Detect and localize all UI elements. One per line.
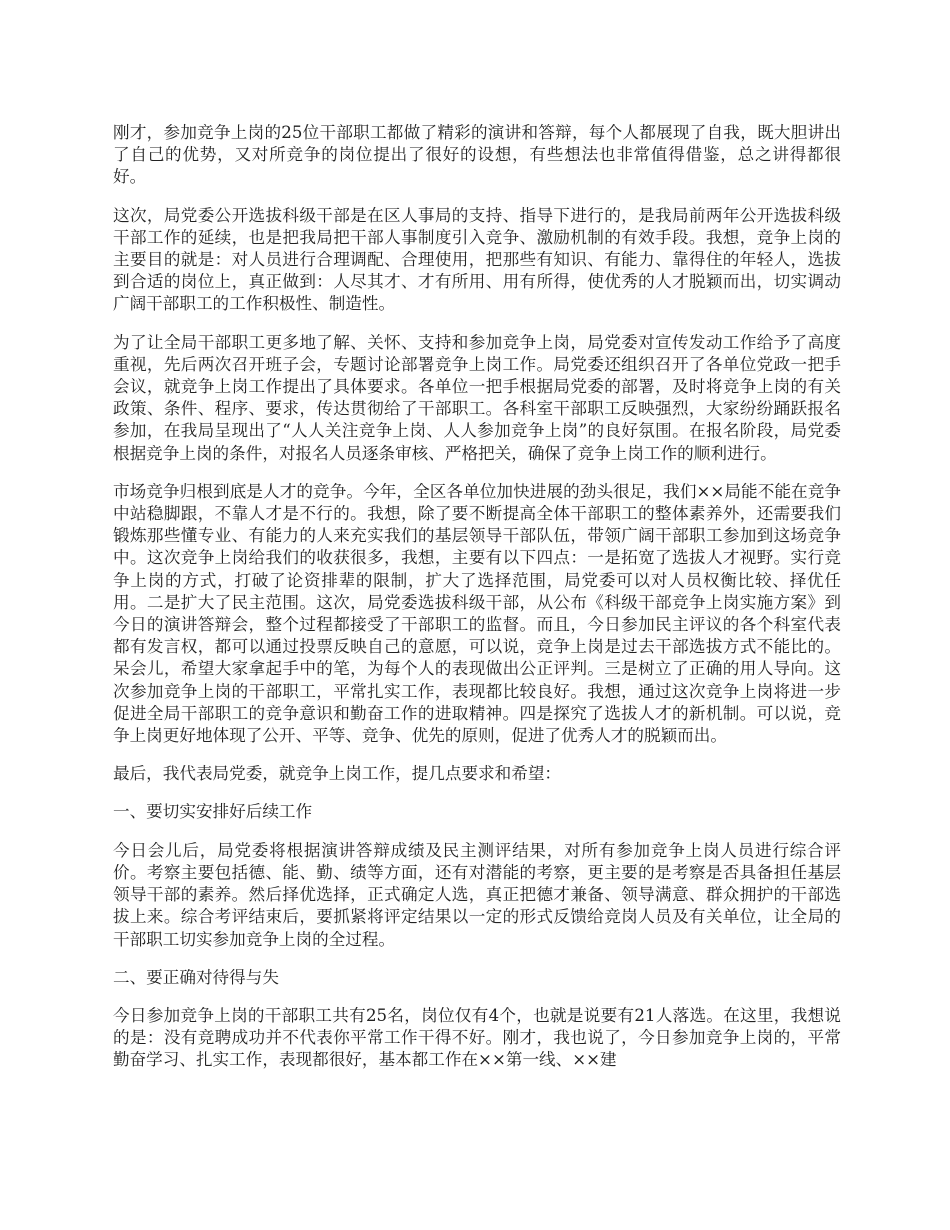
section-heading-2: 二、要正确对待得与失 (113, 967, 279, 987)
document-body (113, 122, 841, 1088)
paragraph-gain-loss: 今日参加竞争上岗的干部职工共有25名，岗位仅有4个，也就是说要有21人落选。在这里，我想说的是：没有竞聘成功并不代表你平常工作干得不好。刚才，我也说了，今日参加竞争上岗的，平常勤奋学习、扎实工作，表现都很好，基本都工作在××第一线、××建 (113, 1005, 841, 1070)
paragraph-opening: 刚才，参加竞争上岗的25位干部职工都做了精彩的演讲和答辩，每个人都展现了自我，既大胆讲出了自己的优势，又对所竞争的岗位提出了很好的设想，有些想法也非常值得借鉴，总之讲得都很好。 (113, 123, 841, 187)
paragraph-competition: 市场竞争归根到底是人才的竞争。今年，全区各单位加快进展的劲头很足，我们××局能不能在竞争中站稳脚跟，不靠人才是不行的。我想，除了要不断提高全体干部职工的整体素养外，还需要我们锻炼那些懂专业、有能力的人来充实我们的基层领导干部队伍，带领广阔干部职工参加到这场竞争中。这次竞争上岗给我们的收获很多，我想，主要有以下四点：一是拓宽了选拔人才视野。实行竞争上岗的方式，打破了论资排辈的限制，扩大了选择范围，局党委可以对人员权衡比较、择优任用。二是扩大了民主范围。这次，局党委选拔科级干部，从公布《科级干部竞争上岗实施方案》到今日的演讲答辩会，整个过程都接受了干部职工的监督。而且，今日参加民主评议的各个科室代表都有发言权，都可以通过投票反映自己的意愿，可以说，竞争上岗是过去干部选拔方式不能比的。呆会儿，希望大家拿起手中的笔，为每个人的表现做出公正评判。三是树立了正确的用人导向。这次参加竞争上岗的干部职工，平常扎实工作，表现都比较良好。我想，通过这次竞争上岗将进一步促进全局干部职工的竞争意识和勤奋工作的进取精神。四是探究了选拔人才的新机制。可以说，竞争上岗更好地体现了公开、平等、竞争、优先的原则，促进了优秀人才的脱颖而出。 (113, 481, 841, 746)
paragraph-publicity: 为了让全局干部职工更多地了解、关怀、支持和参加竞争上岗，局党委对宣传发动工作给予了高度重视，先后两次召开班子会，专题讨论部署竞争上岗工作。局党委还组织召开了各单位党政一把手会议，就竞争上岗工作提出了具体要求。各单位一把手根据局党委的部署，及时将竞争上岗的有关政策、条件、程序、要求，传达贯彻给了干部职工。各科室干部职工反映强烈，大家纷纷踊跃报名参加，在我局呈现出了“人人关注竞争上岗、人人参加竞争上岗”的良好氛围。在报名阶段，局党委根据竞争上岗的条件，对报名人员逐条审核、严格把关，确保了竞争上岗工作的顺利进行。 (113, 332, 841, 463)
paragraph-follow-up: 今日会儿后，局党委将根据演讲答辩成绩及民主测评结果，对所有参加竞争上岗人员进行综合评价。考察主要包括德、能、勤、绩等方面，还有对潜能的考察，更主要的是考察是否具备担任基层领导干部的素养。然后择优选择，正式确定人选，真正把德才兼备、领导满意、群众拥护的干部选拔上来。综合考评结束后，要抓紧将评定结果以一定的形式反馈给竞岗人员及有关单位，让全局的干部职工切实参加竞争上岗的全过程。 (113, 840, 841, 949)
paragraph-purpose: 这次，局党委公开选拔科级干部是在区人事局的支持、指导下进行的，是我局前两年公开选拔科级干部工作的延续，也是把我局把干部人事制度引入竞争、激励机制的有效手段。我想，竞争上岗的主要目的就是：对人员进行合理调配、合理使用，把那些有知识、有能力、靠得住的年轻人，选拔到合适的岗位上，真正做到：人尽其才、才有所用、用有所得，使优秀的人才脱颖而出，切实调动广阔干部职工的工作积极性、制造性。 (113, 205, 841, 314)
section-heading-1: 一、要切实安排好后续工作 (113, 802, 313, 822)
paragraph-requirements-intro: 最后，我代表局党委，就竞争上岗工作，提几点要求和希望： (113, 764, 562, 784)
